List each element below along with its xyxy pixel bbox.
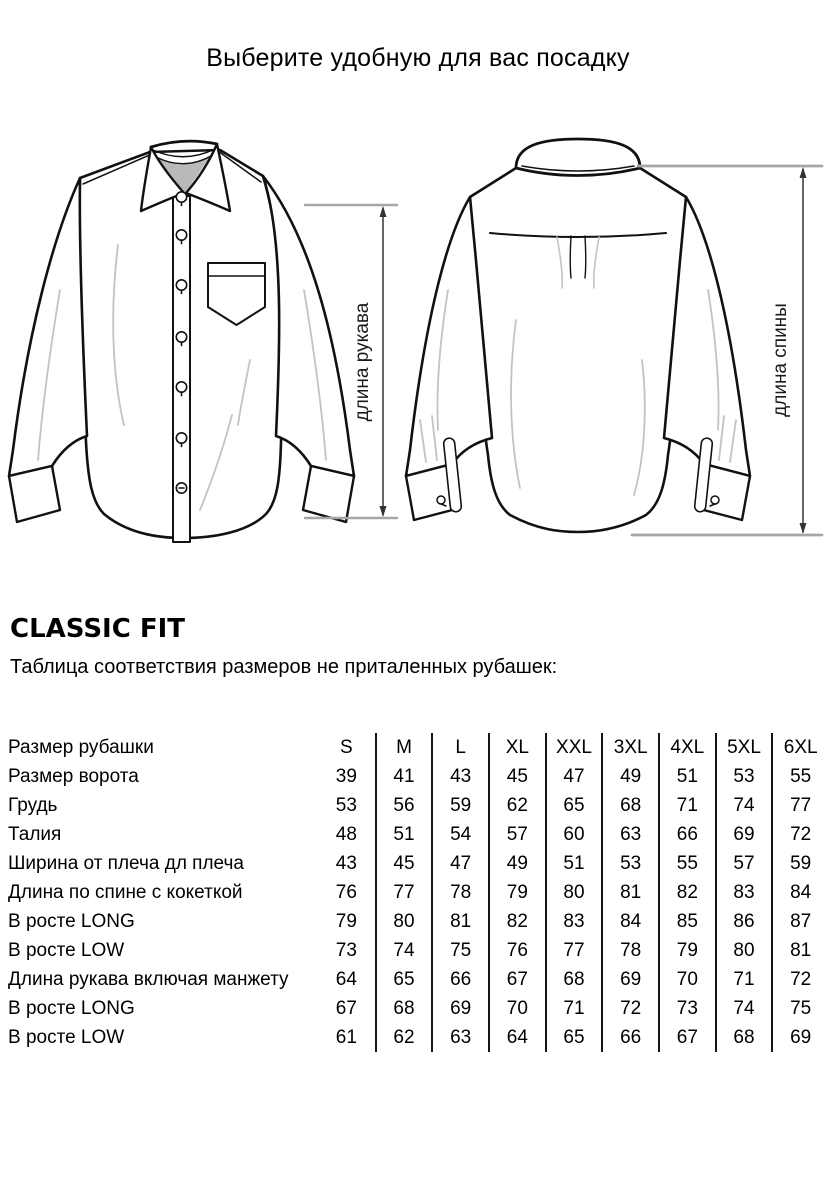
size-table-cell: 84 (771, 878, 828, 907)
size-table-row-label: Грудь (8, 795, 58, 816)
size-table-cell: 81 (431, 907, 488, 936)
size-table-cell: 57 (715, 849, 772, 878)
size-table-header-cell: 6XL (771, 733, 828, 762)
size-table-cell: 68 (375, 994, 432, 1023)
size-table-cell: 59 (431, 791, 488, 820)
size-table-cell: 79 (335, 911, 357, 932)
size-table-cell: 70 (658, 965, 715, 994)
size-table-cell: 69 (715, 820, 772, 849)
size-table-cell: 53 (335, 795, 357, 816)
shirt-diagram (0, 120, 836, 560)
size-table-header-label: Размер рубашки (8, 737, 154, 758)
size-table-cell: 67 (335, 998, 357, 1019)
sleeve-length-label: длина рукава (352, 302, 373, 422)
size-table-cell: 53 (601, 849, 658, 878)
size-table-cell: 72 (771, 820, 828, 849)
size-table-cell: 79 (488, 878, 545, 907)
size-table-header-cell: 5XL (715, 733, 772, 762)
size-table-cell: 65 (545, 791, 602, 820)
collar-top-edge (151, 141, 217, 147)
size-table-cell: 39 (335, 766, 357, 787)
size-table-cell: 80 (715, 936, 772, 965)
size-table-cell: 62 (375, 1023, 432, 1052)
size-table-cell: 60 (545, 820, 602, 849)
size-table-cell: 72 (771, 965, 828, 994)
size-table-cell: 51 (375, 820, 432, 849)
back-length-label: длина спины (770, 303, 791, 417)
size-table-cell: 43 (431, 762, 488, 791)
size-table-cell: 45 (375, 849, 432, 878)
size-table-cell: 64 (488, 1023, 545, 1052)
size-table-row-label: В росте LONG (8, 911, 135, 932)
size-table-cell: 71 (658, 791, 715, 820)
size-table-cell: 49 (488, 849, 545, 878)
front-left-sleeve (9, 178, 87, 476)
back-collar (516, 139, 640, 176)
size-table-cell: 76 (335, 882, 357, 903)
size-table-cell: 74 (715, 791, 772, 820)
size-table-cell: 84 (601, 907, 658, 936)
size-table-cell: 77 (771, 791, 828, 820)
size-table-header-cell: S (339, 737, 353, 758)
size-table-cell: 65 (375, 965, 432, 994)
size-table-cell: 55 (771, 762, 828, 791)
size-table-cell: 80 (375, 907, 432, 936)
size-table-cell: 69 (771, 1023, 828, 1052)
size-table-cell: 63 (601, 820, 658, 849)
size-table-cell: 75 (431, 936, 488, 965)
size-table-cell: 81 (771, 936, 828, 965)
size-table-cell: 82 (658, 878, 715, 907)
size-table-cell: 48 (335, 824, 357, 845)
size-table-cell: 72 (601, 994, 658, 1023)
size-table-cell: 45 (488, 762, 545, 791)
size-table-cell: 78 (431, 878, 488, 907)
size-table-row-label: Длина по спине с кокеткой (8, 882, 243, 903)
size-table-cell: 86 (715, 907, 772, 936)
size-table-cell: 78 (601, 936, 658, 965)
size-table-row-label: В росте LOW (8, 940, 125, 961)
size-table-cell: 47 (431, 849, 488, 878)
shirt-back-drawing (406, 139, 750, 532)
size-table-cell: 81 (601, 878, 658, 907)
size-table-cell: 63 (431, 1023, 488, 1052)
size-table-cell: 76 (488, 936, 545, 965)
size-table-cell: 68 (545, 965, 602, 994)
size-table-cell: 67 (488, 965, 545, 994)
classic-fit-heading: CLASSIC FIT (10, 614, 186, 644)
size-table-cell: 53 (715, 762, 772, 791)
size-table-header-cell: 4XL (658, 733, 715, 762)
size-table-cell: 56 (375, 791, 432, 820)
size-table-row-label: В росте LOW (8, 1027, 125, 1048)
size-table-row-label: Ширина от плеча дл плеча (8, 853, 244, 874)
size-table (8, 733, 828, 1052)
size-table-cell: 68 (601, 791, 658, 820)
size-table-header-cell: L (431, 733, 488, 762)
size-table-header-cell: 3XL (601, 733, 658, 762)
size-table-cell: 75 (771, 994, 828, 1023)
size-table-cell: 85 (658, 907, 715, 936)
size-table-cell: 47 (545, 762, 602, 791)
size-table-cell: 71 (545, 994, 602, 1023)
size-table-cell: 43 (335, 853, 357, 874)
size-table-cell: 65 (545, 1023, 602, 1052)
size-table-cell: 51 (545, 849, 602, 878)
size-table-row-label: В росте LONG (8, 998, 135, 1019)
size-table-cell: 66 (601, 1023, 658, 1052)
size-table-cell: 77 (375, 878, 432, 907)
size-table-cell: 41 (375, 762, 432, 791)
size-table-cell: 51 (658, 762, 715, 791)
size-table-header-cell: M (375, 733, 432, 762)
size-table-cell: 87 (771, 907, 828, 936)
size-table-row-label: Длина рукава включая манжету (8, 969, 289, 990)
size-table-row-label: Размер ворота (8, 766, 139, 787)
size-table-cell: 55 (658, 849, 715, 878)
size-table-row-label: Талия (8, 824, 62, 845)
table-subtitle: Таблица соответствия размеров не приталенных рубашек: (10, 656, 558, 678)
size-table-cell: 70 (488, 994, 545, 1023)
size-table-cell: 64 (335, 969, 357, 990)
page-title: Выберите удобную для вас посадку (206, 44, 630, 72)
size-table-cell: 57 (488, 820, 545, 849)
size-table-cell: 66 (431, 965, 488, 994)
size-table-header-cell: XXL (545, 733, 602, 762)
size-table-cell: 74 (715, 994, 772, 1023)
size-table-cell: 59 (771, 849, 828, 878)
size-table-cell: 80 (545, 878, 602, 907)
back-body (470, 168, 686, 532)
size-table-cell: 49 (601, 762, 658, 791)
size-table-cell: 83 (715, 878, 772, 907)
size-table-cell: 73 (335, 940, 357, 961)
size-table-cell: 74 (375, 936, 432, 965)
front-right-cuff (303, 466, 354, 522)
size-table-cell: 77 (545, 936, 602, 965)
size-table-cell: 62 (488, 791, 545, 820)
size-table-cell: 68 (715, 1023, 772, 1052)
size-table-header-cell: XL (488, 733, 545, 762)
size-table-cell: 79 (658, 936, 715, 965)
size-table-cell: 71 (715, 965, 772, 994)
size-table-cell: 54 (431, 820, 488, 849)
size-table-cell: 66 (658, 820, 715, 849)
size-table-cell: 82 (488, 907, 545, 936)
shirt-front-drawing (9, 141, 354, 542)
size-table-cell: 83 (545, 907, 602, 936)
size-table-cell: 69 (601, 965, 658, 994)
size-table-cell: 69 (431, 994, 488, 1023)
size-table-cell: 61 (335, 1027, 357, 1048)
size-table-cell: 73 (658, 994, 715, 1023)
size-table-cell: 67 (658, 1023, 715, 1052)
front-left-cuff (9, 466, 60, 522)
